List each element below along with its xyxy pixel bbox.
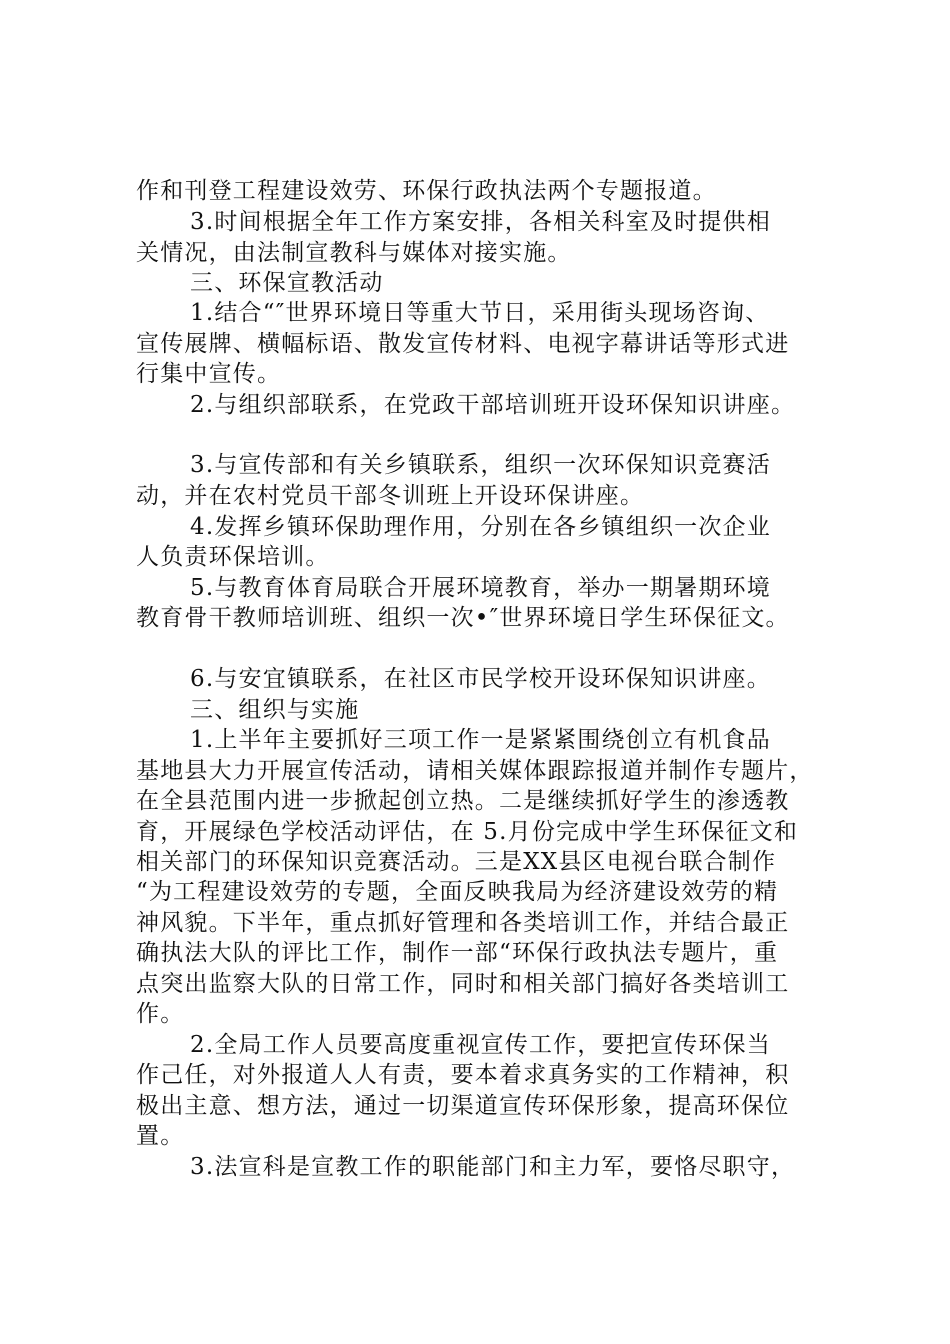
text-line: 3.时间根据全年工作方案安排，各相关科室及时提供相 [190, 209, 771, 235]
text-line: 1.结合“″世界环境日等重大节日，采用街头现场咨询、 [190, 300, 770, 326]
text-line: 极出主意、想方法，通过一切渠道宣传环保形象，提高环保位 [136, 1093, 790, 1119]
text-line: 3.与宣传部和有关乡镇联系，组织一次环保知识竞赛活 [190, 452, 771, 478]
text-line: 作和刊登工程建设效劳、环保行政执法两个专题报道。 [136, 178, 717, 204]
text-line: 育，开展绿色学校活动评估，在 5.月份完成中学生环保征文和 [136, 819, 799, 845]
text-line: 2.全局工作人员要高度重视宣传工作，要把宣传环保当 [190, 1032, 771, 1058]
text-line: 6.与安宜镇联系，在社区市民学校开设环保知识讲座。 [190, 666, 771, 692]
text-line: 5.与教育体育局联合开展环境教育，举办一期暑期环境 [190, 575, 771, 601]
text-line: 4.发挥乡镇环保助理作用，分别在各乡镇组织一次企业 [190, 514, 771, 540]
text-line: 神风貌。下半年，重点抓好管理和各类培训工作，并结合最正 [136, 910, 790, 936]
text-line: 在全县范围内进一步掀起创立热。二是继续抓好学生的渗透教 [136, 788, 790, 814]
text-line: 人负责环保培训。 [136, 544, 330, 570]
text-line: 作。 [136, 1001, 185, 1027]
text-line: 行集中宣传。 [136, 361, 282, 387]
section-heading: 三、组织与实施 [190, 697, 360, 723]
text-line: 动，并在农村党员干部冬训班上开设环保讲座。 [136, 483, 645, 509]
text-line: “为工程建设效劳的专题，全面反映我局为经济建设效劳的精 [136, 879, 779, 905]
text-line: 宣传展牌、横幅标语、散发宣传材料、电视字幕讲话等形式进 [136, 331, 790, 357]
text-line: 作己任，对外报道人人有责，要本着求真务实的工作精神，积 [136, 1062, 790, 1088]
text-line: 相关部门的环保知识竞赛活动。三是XX县区电视台联合制作 [136, 849, 777, 875]
text-line: 1.上半年主要抓好三项工作一是紧紧围绕创立有机食品 [190, 727, 771, 753]
text-line: 关情况，由法制宣教科与媒体对接实施。 [136, 240, 572, 266]
text-line: 点突出监察大队的日常工作，同时和相关部门搞好各类培训工 [136, 971, 790, 997]
text-line: 置。 [136, 1123, 185, 1149]
text-line: 教育骨干教师培训班、组织一次•″世界环境日学生环保征文。 [136, 605, 790, 631]
text-line: 基地县大力开展宣传活动，请相关媒体跟踪报道并制作专题片， [136, 758, 814, 784]
section-heading: 三、环保宣教活动 [190, 270, 384, 296]
text-line: 2.与组织部联系，在党政干部培训班开设环保知识讲座。 [190, 392, 796, 418]
text-line: 确执法大队的评比工作，制作一部“环保行政执法专题片，重 [136, 940, 779, 966]
text-line: 3.法宣科是宣教工作的职能部门和主力军，要恪尽职守， [190, 1154, 796, 1180]
